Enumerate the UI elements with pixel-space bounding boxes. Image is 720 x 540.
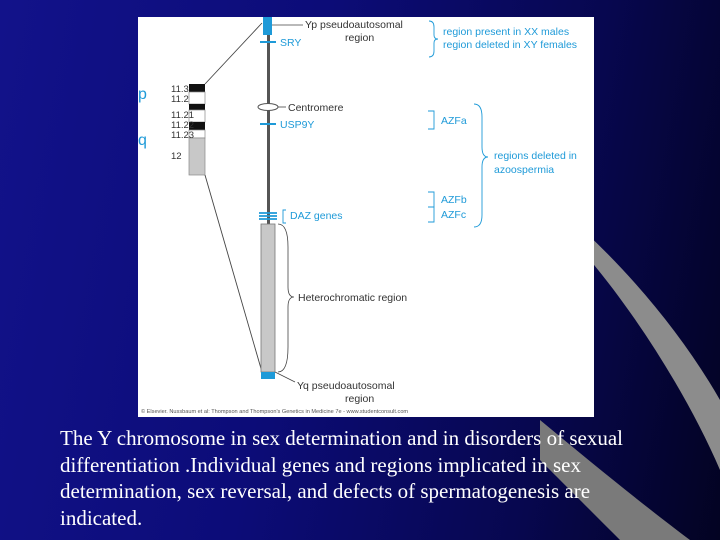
band-label: 12 <box>171 151 182 162</box>
expanded-chromosome <box>258 17 278 379</box>
centromere-label: Centromere <box>288 102 344 114</box>
azfb-label: AZFb <box>441 194 467 206</box>
xx-males-label: region present in XX males <box>443 26 570 38</box>
yp-label-region: region <box>345 32 375 44</box>
band-dark <box>189 84 205 92</box>
azfa-label: AZFa <box>441 115 467 127</box>
heterochromatic-block <box>261 224 275 372</box>
y-chromosome-diagram <box>138 17 594 417</box>
band-light <box>189 92 205 104</box>
azoospermia-bracket <box>474 104 488 227</box>
band-label: 11.3 <box>171 84 189 95</box>
heterochromatic-brace <box>278 224 294 372</box>
zoom-line <box>205 175 262 372</box>
daz-label: DAZ genes <box>290 210 343 222</box>
xx-bracket <box>429 21 438 57</box>
band-label: 11.2 <box>171 94 189 105</box>
band-label: 11.23 <box>171 130 195 141</box>
azfa-bracket <box>428 111 434 129</box>
euchromatin-strand <box>267 35 270 225</box>
zoom-line <box>205 23 262 84</box>
y-chromosome-figure <box>138 17 594 417</box>
centromere-mark <box>258 104 278 111</box>
slide-caption: The Y chromosome in sex determination and in disorders of sexual differentiation .Individual genes and regions implicated in sex determination, sex reversal, and defects of spermatogenesis are indicated. <box>60 426 623 530</box>
azfb-bracket <box>428 192 434 207</box>
azoospermia-label-line2: azoospermia <box>494 164 555 176</box>
yp-par-block <box>263 17 272 35</box>
usp9y-label: USP9Y <box>280 119 315 131</box>
heterochromatic-label: Heterochromatic region <box>298 292 408 304</box>
azfc-label: AZFc <box>441 209 467 221</box>
p-arm-label: p <box>138 86 147 103</box>
q-arm-label: q <box>138 132 147 149</box>
azoospermia-label: regions deleted in <box>494 150 577 162</box>
sry-label: SRY <box>280 37 302 49</box>
yq-par-block <box>261 372 275 379</box>
yq-label-region: region <box>345 393 375 405</box>
band-heterochromatin <box>189 138 205 175</box>
yp-label: Yp pseudoautosomal <box>305 19 403 31</box>
yq-label: Yq pseudoautosomal <box>297 380 395 392</box>
figure-credit: © Elsevier. Nussbaum et al: Thompson and Thompson's Genetics in Medicine 7e - www.studentconsult.com <box>141 409 409 415</box>
xy-females-label: region deleted in XY females <box>443 39 578 51</box>
band-label: 11.22 <box>171 120 195 131</box>
leader-line <box>275 372 295 382</box>
band-label: 11.21 <box>171 110 195 121</box>
azfc-bracket <box>428 207 434 222</box>
daz-bracket <box>283 210 286 223</box>
